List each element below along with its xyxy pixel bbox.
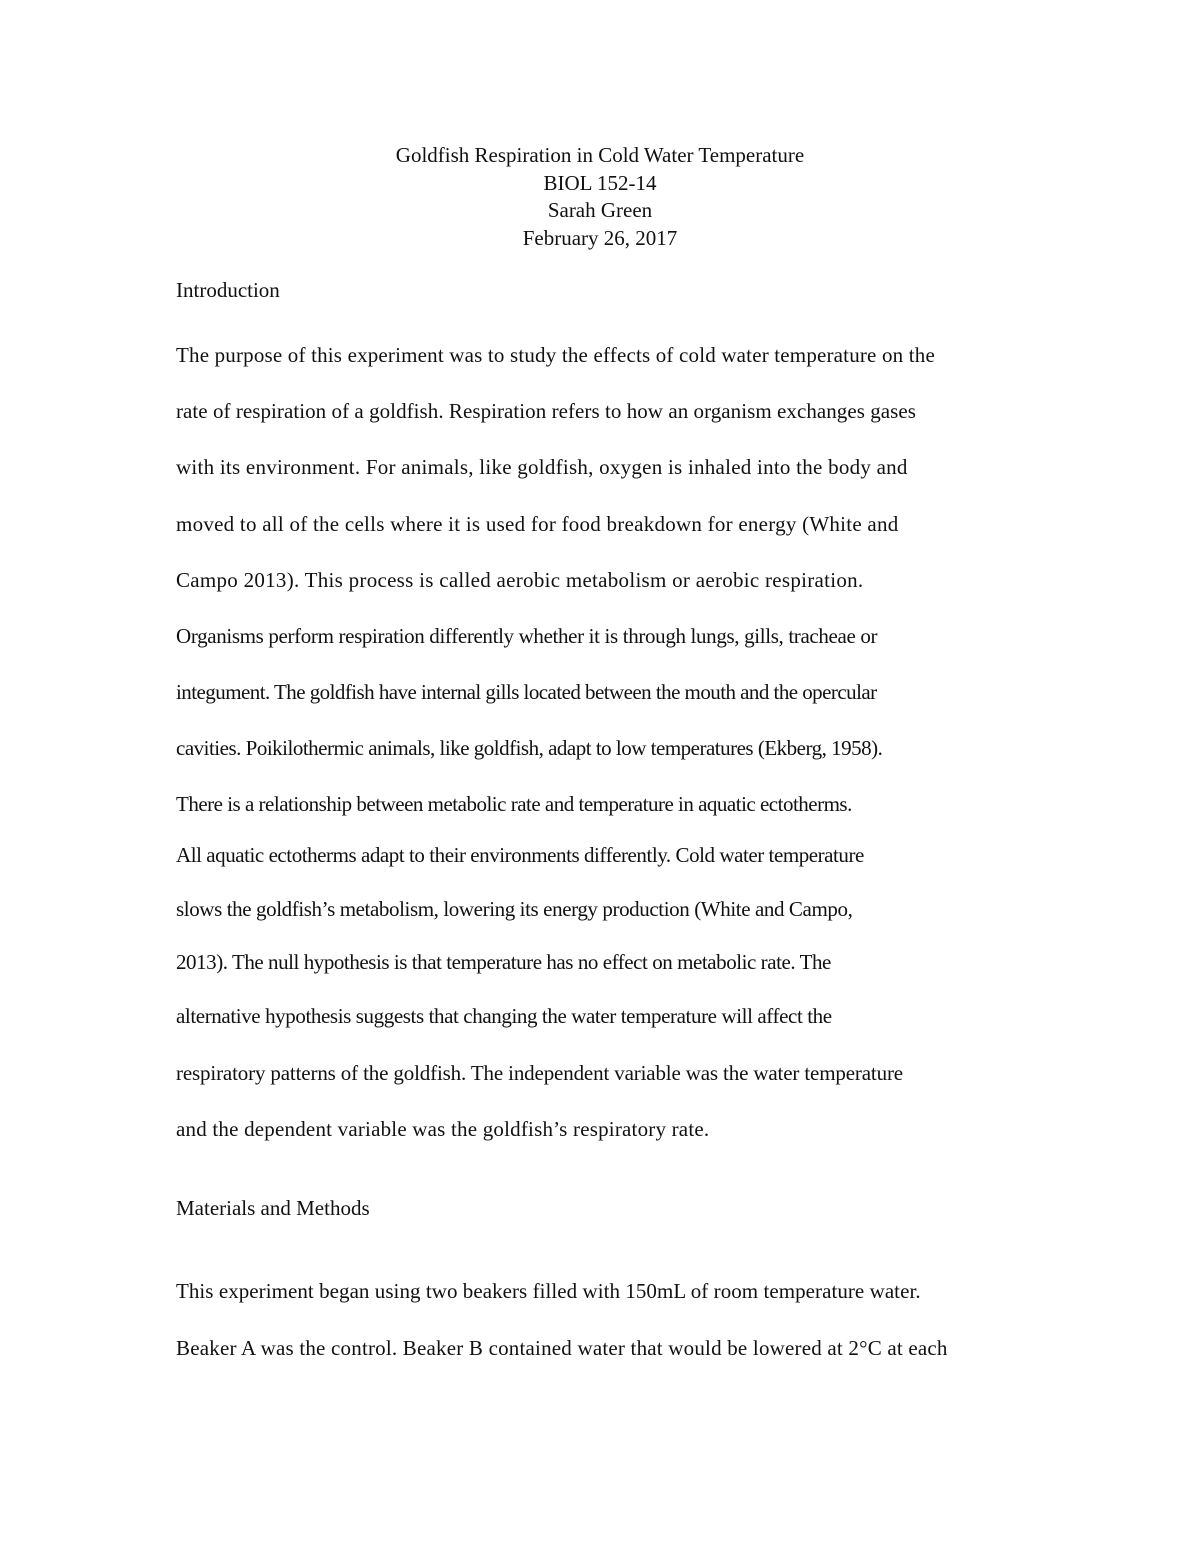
paragraph-line: alternative hypothesis suggests that changing the water temperature will affect the xyxy=(176,1004,832,1028)
paragraph-line: integument. The goldfish have internal gills located between the mouth and the opercular xyxy=(176,680,877,704)
paragraph-line: All aquatic ectotherms adapt to their environments differently. Cold water temperature xyxy=(176,843,864,867)
paragraph-line: 2013). The null hypothesis is that temperature has no effect on metabolic rate. The xyxy=(176,950,831,974)
paragraph-line: and the dependent variable was the goldfish’s respiratory rate. xyxy=(176,1117,710,1141)
paragraph-line: respiratory patterns of the goldfish. The independent variable was the water temperature xyxy=(176,1061,903,1085)
paragraph-line: There is a relationship between metabolic rate and temperature in aquatic ectotherms. xyxy=(176,792,852,816)
introduction-heading: Introduction xyxy=(176,278,280,302)
paragraph-line: rate of respiration of a goldfish. Respiration refers to how an organism exchanges gases xyxy=(176,399,916,423)
author-name: Sarah Green xyxy=(547,198,653,222)
paragraph-line: cavities. Poikilothermic animals, like goldfish, adapt to low temperatures (Ekberg, 1958). xyxy=(176,736,883,760)
paragraph-line: This experiment began using two beakers filled with 150mL of room temperature water. xyxy=(176,1279,921,1303)
paragraph-line: slows the goldfish’s metabolism, lowering its energy production (White and Campo, xyxy=(176,897,853,921)
paragraph-line: Campo 2013). This process is called aerobic metabolism or aerobic respiration. xyxy=(176,568,864,592)
materials-methods-heading: Materials and Methods xyxy=(176,1196,370,1220)
title-block xyxy=(0,142,1200,252)
paragraph-line: Organisms perform respiration differently whether it is through lungs, gills, tracheae or xyxy=(176,624,878,648)
document-date: February 26, 2017 xyxy=(522,225,678,250)
document-title: Goldfish Respiration in Cold Water Temperature xyxy=(395,143,805,167)
paragraph-line: moved to all of the cells where it is used for food breakdown for energy (White and xyxy=(176,512,899,536)
paragraph-line: The purpose of this experiment was to study the effects of cold water temperature on the xyxy=(176,343,935,367)
paragraph-line: Beaker A was the control. Beaker B contained water that would be lowered at 2°C at each xyxy=(176,1336,948,1360)
paragraph-line: with its environment. For animals, like goldfish, oxygen is inhaled into the body and xyxy=(176,455,908,479)
course-code: BIOL 152-14 xyxy=(543,170,657,195)
